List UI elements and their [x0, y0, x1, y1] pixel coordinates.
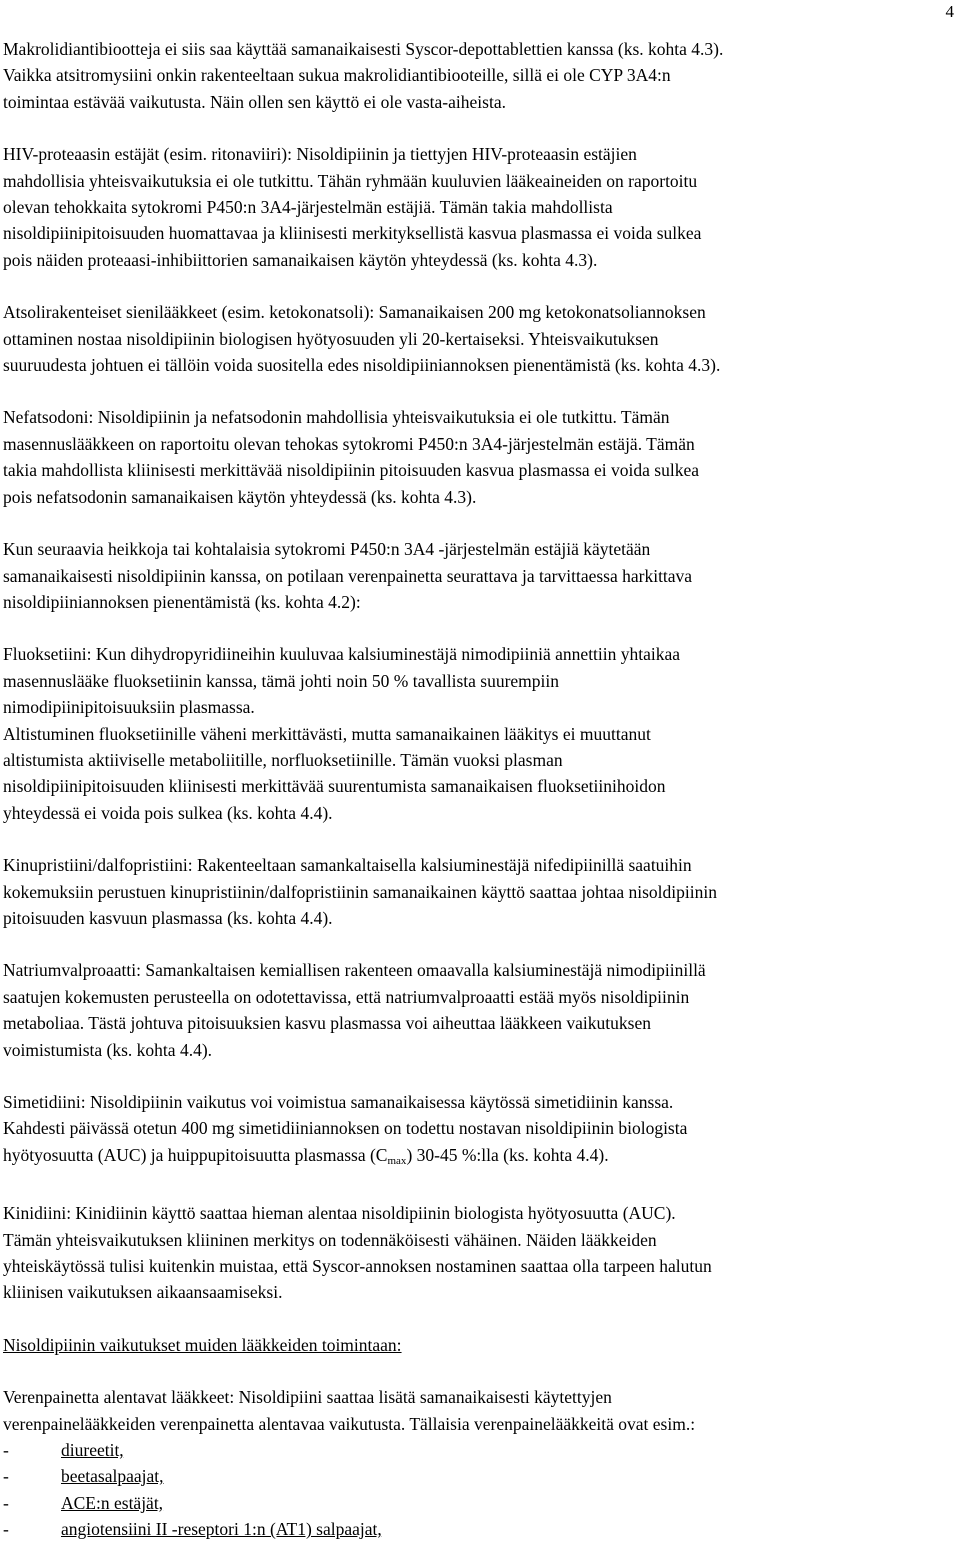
text-line: verenpainelääkkeiden verenpainetta alentavaa vaikutusta. Tällaisia verenpainelääkkeitä ovat esim.:	[3, 1413, 696, 1434]
text-line: Kahdesti päivässä otetun 400 mg simetidiiniannoksen on todettu nostavan nisoldipiinin biologista	[3, 1118, 688, 1139]
paragraph-quinidine	[3, 1200, 955, 1306]
paragraph-fluoxetine-exposure	[3, 721, 955, 827]
text-line: Altistuminen fluoksetiinille väheni merkittävästi, mutta samanaikainen lääkitys ei muuttanut	[3, 723, 651, 744]
paragraph-valproate	[3, 957, 955, 1063]
text-fragment: hyötyosuutta (AUC) ja huippupitoisuutta plasmassa (C	[3, 1144, 388, 1165]
list-item-text: ACE:n estäjät,	[61, 1492, 164, 1513]
text-line: Simetidiini: Nisoldipiinin vaikutus voi voimistua samanaikaisessa käytössä simetidiinin kanssa.	[3, 1092, 674, 1112]
paragraph-cimetidine	[3, 1089, 955, 1174]
paragraph-nefazodone	[3, 404, 955, 510]
page-number: 4	[945, 2, 954, 21]
text-line: masennuslääkkeen on raportoitu olevan tehokas sytokromi P450:n 3A4-järjestelmän estäjä. Tämän	[3, 433, 695, 454]
text-line	[3, 1142, 955, 1174]
paragraph-antihypertensives	[3, 1384, 955, 1542]
paragraph-hiv-protease	[3, 141, 955, 273]
list-marker: -	[3, 1492, 9, 1513]
text-line: toimintaa estävää vaikutusta. Näin ollen sen käyttö ei ole vasta-aiheista.	[3, 91, 506, 112]
text-line: pois näiden proteaasi-inhibiittorien samanaikaisen käytön yhteydessä (ks. kohta 4.3).	[3, 249, 598, 270]
text-line: altistumista aktiiviselle metaboliitille, norfluoksetiinille. Tämän vuoksi plasman	[3, 749, 563, 770]
paragraph-azole-antifungals	[3, 299, 955, 378]
text-line: voimistumista (ks. kohta 4.4).	[3, 1039, 213, 1060]
text-line: Kinupristiini/dalfopristiini: Rakenteeltaan samankaltaisella kalsiuminestäjä nifedipiinillä saatuihin	[3, 855, 692, 876]
list-item	[3, 1437, 955, 1463]
text-line: pois nefatsodonin samanaikaisen käytön yhteydessä (ks. kohta 4.3).	[3, 486, 477, 507]
text-line: nisoldipiiniannoksen pienentämistä (ks. kohta 4.2):	[3, 591, 361, 612]
text-line: Tämän yhteisvaikutuksen kliininen merkitys on todennäköisesti vähäinen. Näiden lääkkeiden	[3, 1229, 657, 1250]
text-line: masennuslääke fluoksetiinin kanssa, tämä johti noin 50 % tavallista suurempiin	[3, 670, 560, 691]
text-line: ottaminen nostaa nisoldipiinin biologisen hyötyosuuden yli 20-kertaiseksi. Yhteisvaikutuksen	[3, 328, 659, 349]
text-line: nisoldipiinipitoisuuden huomattavaa ja kliinisesti merkityksellistä kasvua plasmassa ei voida sulkea	[3, 223, 702, 244]
section-heading-text: Nisoldipiinin vaikutukset muiden lääkkeiden toimintaan:	[3, 1334, 402, 1355]
text-line: mahdollisia yhteisvaikutuksia ei ole tutkittu. Tähän ryhmään kuuluvien lääkeaineiden on raportoitu	[3, 170, 698, 191]
paragraph-weak-moderate-inhibitors	[3, 536, 955, 615]
list-item-text: angiotensiini II -reseptori 1:n (AT1) salpaajat,	[61, 1519, 382, 1540]
list-marker: -	[3, 1519, 9, 1540]
text-line: pitoisuuden kasvuun plasmassa (ks. kohta 4.4).	[3, 907, 333, 928]
text-line: nisoldipiinipitoisuuden kliinisesti merkittävää suurentumista samanaikaisen fluoksetiinihoidon	[3, 776, 666, 797]
text-line: yhteydessä ei voida pois sulkea (ks. kohta 4.4).	[3, 802, 333, 823]
text-line: nimodipiinipitoisuuksiin plasmassa.	[3, 697, 255, 718]
list-marker: -	[3, 1466, 9, 1487]
text-line: saatujen kokemusten perusteella on odotettavissa, että natriumvalproaatti estää myös nisoldipiinin	[3, 986, 690, 1007]
list-item-text: beetasalpaajat,	[61, 1466, 164, 1487]
list-item	[3, 1490, 955, 1516]
text-line: metaboliaa. Tästä johtuva pitoisuuksien kasvu plasmassa voi aiheuttaa lääkkeen vaikutuksen	[3, 1013, 651, 1034]
list-item	[3, 1463, 955, 1489]
document-body	[3, 36, 955, 1543]
text-line: Kinidiini: Kinidiinin käyttö saattaa hieman alentaa nisoldipiinin biologista hyötyosuutta (AUC).	[3, 1203, 676, 1224]
list-item-text: diureetit,	[61, 1440, 124, 1461]
text-line: Verenpainetta alentavat lääkkeet: Nisoldipiini saattaa lisätä samanaikaisesti käytettyjen	[3, 1387, 612, 1408]
text-line: kokemuksiin perustuen kinupristiinin/dalfopristiinin samanaikainen käyttö saattaa johtaa nisoldipiinin	[3, 881, 717, 902]
text-line: samanaikaisesti nisoldipiinin kanssa, on potilaan verenpainetta seurattava ja tarvittaessa harkittava	[3, 565, 693, 586]
paragraph-quinupristin	[3, 852, 955, 931]
text-line: suuruudesta johtuen ei tällöin voida suositella edes nisoldipiiniannoksen pienentämistä (ks. kohta 4.3).	[3, 355, 721, 376]
text-line: Vaikka atsitromysiini onkin rakenteeltaan sukua makrolidiantibiooteille, sillä ei ole CYP 3A4:n	[3, 65, 671, 86]
text-line: kliinisen vaikutuksen aikaansaamiseksi.	[3, 1282, 283, 1303]
text-line: takia mahdollista kliinisesti merkittävää nisoldipiinin pitoisuuden kasvua plasmassa ei voida sulkea	[3, 460, 699, 481]
text-line: Natriumvalproaatti: Samankaltaisen kemiallisen rakenteen omaavalla kalsiuminestäjä nimodipiinillä	[3, 960, 706, 981]
text-line: Fluoksetiini: Kun dihydropyridiineihin kuuluvaa kalsiuminestäjä nimodipiiniä annettiin yhtaikaa	[3, 644, 681, 665]
antihypertensive-list	[3, 1437, 955, 1543]
text-line: Atsolirakenteiset sienilääkkeet (esim. ketokonatsoli): Samanaikaisen 200 mg ketokonatsoliannoksen	[3, 302, 706, 323]
list-item	[3, 1516, 955, 1542]
paragraph-fluoxetine	[3, 641, 955, 720]
list-marker: -	[3, 1440, 9, 1461]
section-heading	[3, 1332, 955, 1358]
paragraph-macrolides	[3, 36, 955, 115]
text-line: yhteiskäytössä tulisi kuitenkin muistaa, että Syscor-annoksen nostaminen saattaa olla tarpeen halutun	[3, 1256, 712, 1277]
text-line: Makrolidiantibiootteja ei siis saa käyttää samanaikaisesti Syscor-depottablettien kanssa (ks. kohta 4.3).	[3, 39, 724, 59]
subscript-max: max	[387, 1154, 407, 1167]
text-fragment: ) 30-45 %:lla (ks. kohta 4.4).	[406, 1144, 609, 1165]
text-line: olevan tehokkaita sytokromi P450:n 3A4-järjestelmän estäjiä. Tämän takia mahdollista	[3, 197, 613, 218]
text-line: Nefatsodoni: Nisoldipiinin ja nefatsodonin mahdollisia yhteisvaikutuksia ei ole tutkittu. Tämän	[3, 407, 670, 428]
text-line: Kun seuraavia heikkoja tai kohtalaisia sytokromi P450:n 3A4 -järjestelmän estäjiä käytetään	[3, 539, 651, 560]
text-line: HIV-proteaasin estäjät (esim. ritonaviiri): Nisoldipiinin ja tiettyjen HIV-proteaasin estäjien	[3, 144, 637, 165]
